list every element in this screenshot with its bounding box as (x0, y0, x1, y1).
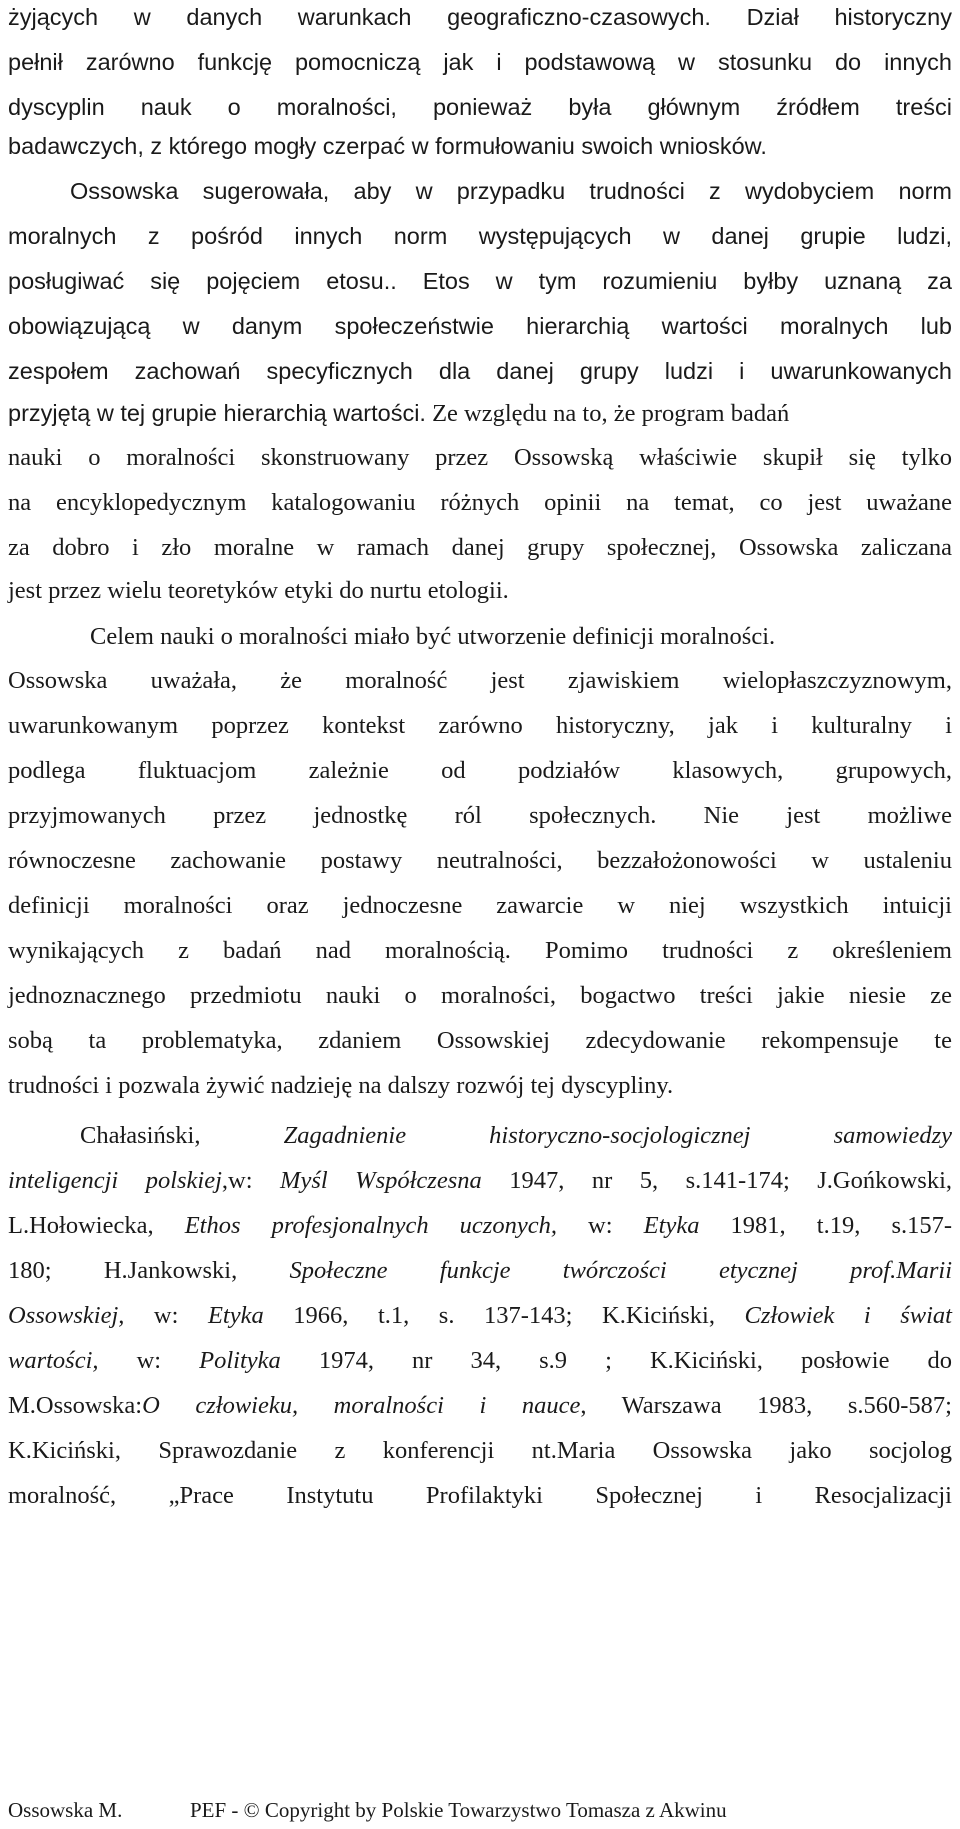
ref-text: 1966, t.1, s. 137-143; K.Kiciński, (263, 1302, 745, 1329)
text-line: podlega fluktuacjom zależnie od podziałów klasowych, grupowych, (8, 757, 952, 784)
ref-text: 180; H.Jankowski, (8, 1257, 290, 1284)
ref-text: 1981, t.19, s.157- (699, 1212, 953, 1239)
ref-title: Zagadnienie historyczno-socjologicznej samowiedzy (283, 1122, 952, 1149)
text-line: Ossowska sugerowała, aby w przypadku trudności z wydobyciem norm (70, 178, 952, 204)
ref-title: Ossowskiej, (8, 1302, 125, 1329)
reference-line: moralność, „Prace Instytutu Profilaktyki Społecznej i Resocjalizacji (8, 1482, 952, 1509)
text-line: obowiązującą w danym społeczeństwie hierarchią wartości moralnych lub (8, 313, 952, 339)
text-line: sobą ta problematyka, zdaniem Ossowskiej zdecydowanie rekompensuje te (8, 1027, 952, 1054)
page-footer (8, 1798, 952, 1824)
text-line: przyjmowanych przez jednostkę ról społecznych. Nie jest możliwe (8, 802, 952, 829)
ref-text: w: (98, 1347, 200, 1374)
text-line: jednoznacznego przedmiotu nauki o moralności, bogactwo treści jakie niesie ze (8, 982, 952, 1009)
ref-title: Człowiek i świat (744, 1302, 952, 1329)
text-line: Ossowska uważała, że moralność jest zjawiskiem wielopłaszczyznowym, (8, 667, 952, 694)
reference-line (8, 1256, 952, 1286)
text-line: za dobro i zło moralne w ramach danej grupy społecznej, Ossowska zaliczana (8, 534, 952, 561)
ref-text: M.Ossowska: (8, 1392, 143, 1419)
text-line: pełnił zarówno funkcję pomocniczą jak i podstawową w stosunku do innych (8, 49, 952, 75)
ref-title: Społeczne funkcje twórczości etycznej prof.Marii (289, 1257, 952, 1284)
text-line: trudności i pozwala żywić nadzieję na dalszy rozwój tej dyscypliny. (8, 1072, 674, 1099)
ref-text: , Warszawa 1983, s.560-587; (580, 1392, 952, 1419)
text-line: jest przez wielu teoretyków etyki do nurtu etologii. (8, 577, 509, 604)
ref-title: inteligencji polskiej (8, 1167, 222, 1194)
reference-line (8, 1301, 952, 1331)
reference-line (8, 1211, 952, 1241)
ref-text: L.Hołowiecka, (8, 1212, 185, 1239)
text-line: uwarunkowanym poprzez kontekst zarówno historyczny, jak i kulturalny i (8, 712, 952, 739)
text-line: wynikających z badań nad moralnością. Pomimo trudności z określeniem (8, 937, 952, 964)
text-line: na encyklopedycznym katalogowaniu różnych opinii na temat, co jest uważane (8, 489, 952, 516)
text-segment: Ze względu na to, że program badań (425, 400, 790, 427)
ref-text: ,w: (221, 1167, 281, 1194)
text-line: dyscyplin nauk o moralności, ponieważ była głównym źródłem treści (8, 94, 952, 120)
reference-line (8, 1166, 952, 1196)
text-line: moralnych z pośród innych norm występujących w danej grupie ludzi, (8, 223, 952, 249)
text-line: żyjących w danych warunkach geograficzno-czasowych. Dział historyczny (8, 4, 952, 30)
text-segment: przyjętą w tej grupie hierarchią wartości. (8, 400, 426, 426)
text-line: posługiwać się pojęciem etosu.. Etos w tym rozumieniu byłby uznaną za (8, 268, 952, 294)
ref-text: w: (556, 1212, 644, 1239)
text-line-mixed (8, 398, 952, 429)
ref-text: 1974, nr 34, s.9 ; K.Kiciński, posłowie do (280, 1347, 952, 1374)
text-line: nauki o moralności skonstruowany przez Ossowską właściwie skupił się tylko (8, 444, 952, 471)
footer-copyright: PEF - © Copyright by Polskie Towarzystwo Tomasza z Akwinu (190, 1798, 727, 1822)
reference-line: K.Kiciński, Sprawozdanie z konferencji nt.Maria Ossowska jako socjolog (8, 1437, 952, 1464)
ref-text: w: (124, 1302, 208, 1329)
ref-title: Etyka (207, 1302, 264, 1329)
text-line: równoczesne zachowanie postawy neutralności, bezzałożonowości w ustaleniu (8, 847, 952, 874)
ref-title: O człowieku, moralności i nauce (142, 1392, 581, 1419)
footer-author: Ossowska M. (8, 1798, 123, 1822)
ref-title: Myśl Współczesna (280, 1167, 482, 1194)
ref-text: 1947, nr 5, s.141-174; J.Gońkowski, (481, 1167, 953, 1194)
ref-title: wartości, (8, 1347, 99, 1374)
text-line: definicji moralności oraz jednoczesne zawarcie w niej wszystkich intuicji (8, 892, 952, 919)
reference-line (8, 1346, 952, 1376)
ref-text: Chałasiński, (80, 1122, 284, 1149)
ref-title: Ethos profesjonalnych uczonych, (184, 1212, 557, 1239)
reference-line (8, 1391, 952, 1421)
text-line: badawczych, z którego mogły czerpać w formułowaniu swoich wniosków. (8, 133, 767, 159)
ref-title: Etyka (643, 1212, 700, 1239)
text-line: Celem nauki o moralności miało być utworzenie definicji moralności. (90, 623, 776, 650)
ref-title: Polityka (199, 1347, 281, 1374)
reference-line (80, 1121, 952, 1151)
text-line: zespołem zachowań specyficznych dla danej grupy ludzi i uwarunkowanych (8, 358, 952, 384)
